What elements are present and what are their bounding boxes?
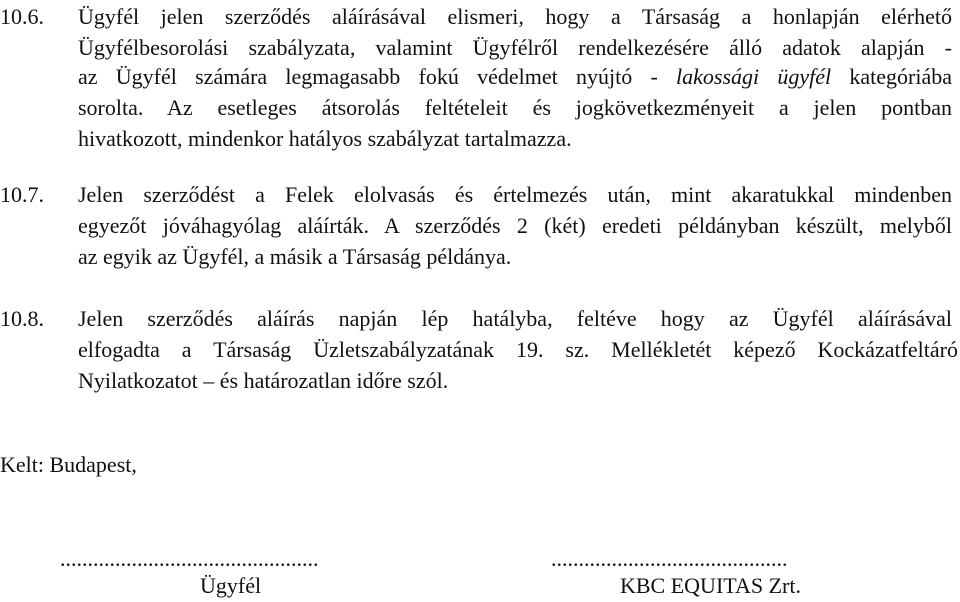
clause-line: Ügyfél jelen szerződés aláírásával elismeri, hogy a Társaság a honlapján elérhető xyxy=(78,4,952,29)
clause-line: egyezőt jóváhagyólag aláírták. A szerződés 2 (két) eredeti példányban készült, melyből xyxy=(78,213,952,238)
signature-name-company: KBC EQUITAS Zrt. xyxy=(620,573,801,598)
place-line: Kelt: Budapest, xyxy=(0,452,137,477)
clause-number: 10.8. xyxy=(0,306,44,331)
clause-text: kategóriába xyxy=(831,64,953,89)
clause-number: 10.7. xyxy=(0,182,44,207)
clause-line: Jelen szerződést a Felek elolvasás és értelmezés után, mint akaratukkal mindenben xyxy=(78,182,952,207)
clause-text: az Ügyfél számára legmagasabb fokú védelmet nyújtó - xyxy=(78,64,677,89)
clause-line xyxy=(78,60,952,93)
clause-line: Ügyfélbesorolási szabályzata, valamint Ügyfélről rendelkezésére álló adatok alapján - xyxy=(78,35,952,60)
clause-line: hivatkozott, mindenkor hatályos szabályzat tartalmazza. xyxy=(78,126,572,151)
signature-name-client: Ügyfél xyxy=(200,573,262,598)
clause-emphasis: lakossági ügyfél xyxy=(676,64,832,89)
clause-number: 10.6. xyxy=(0,4,44,29)
signature-line-company: ........................................... xyxy=(551,546,788,571)
clause-line: Jelen szerződés aláírás napján lép hatályba, feltéve hogy az Ügyfél aláírásával xyxy=(78,306,952,331)
clause-line: elfogadta a Társaság Üzletszabályzatának 19. sz. Mellékletét képező Kockázatfeltáró xyxy=(78,337,958,362)
signature-line-client: ............................................... xyxy=(60,546,319,571)
clause-line: sorolta. Az esetleges átsorolás feltételeit és jogkövetkezményeit a jelen pontban xyxy=(78,95,952,120)
clause-line: az egyik az Ügyfél, a másik a Társaság példánya. xyxy=(78,244,512,269)
clause-line: Nyilatkozatot – és határozatlan időre szól. xyxy=(78,368,449,393)
